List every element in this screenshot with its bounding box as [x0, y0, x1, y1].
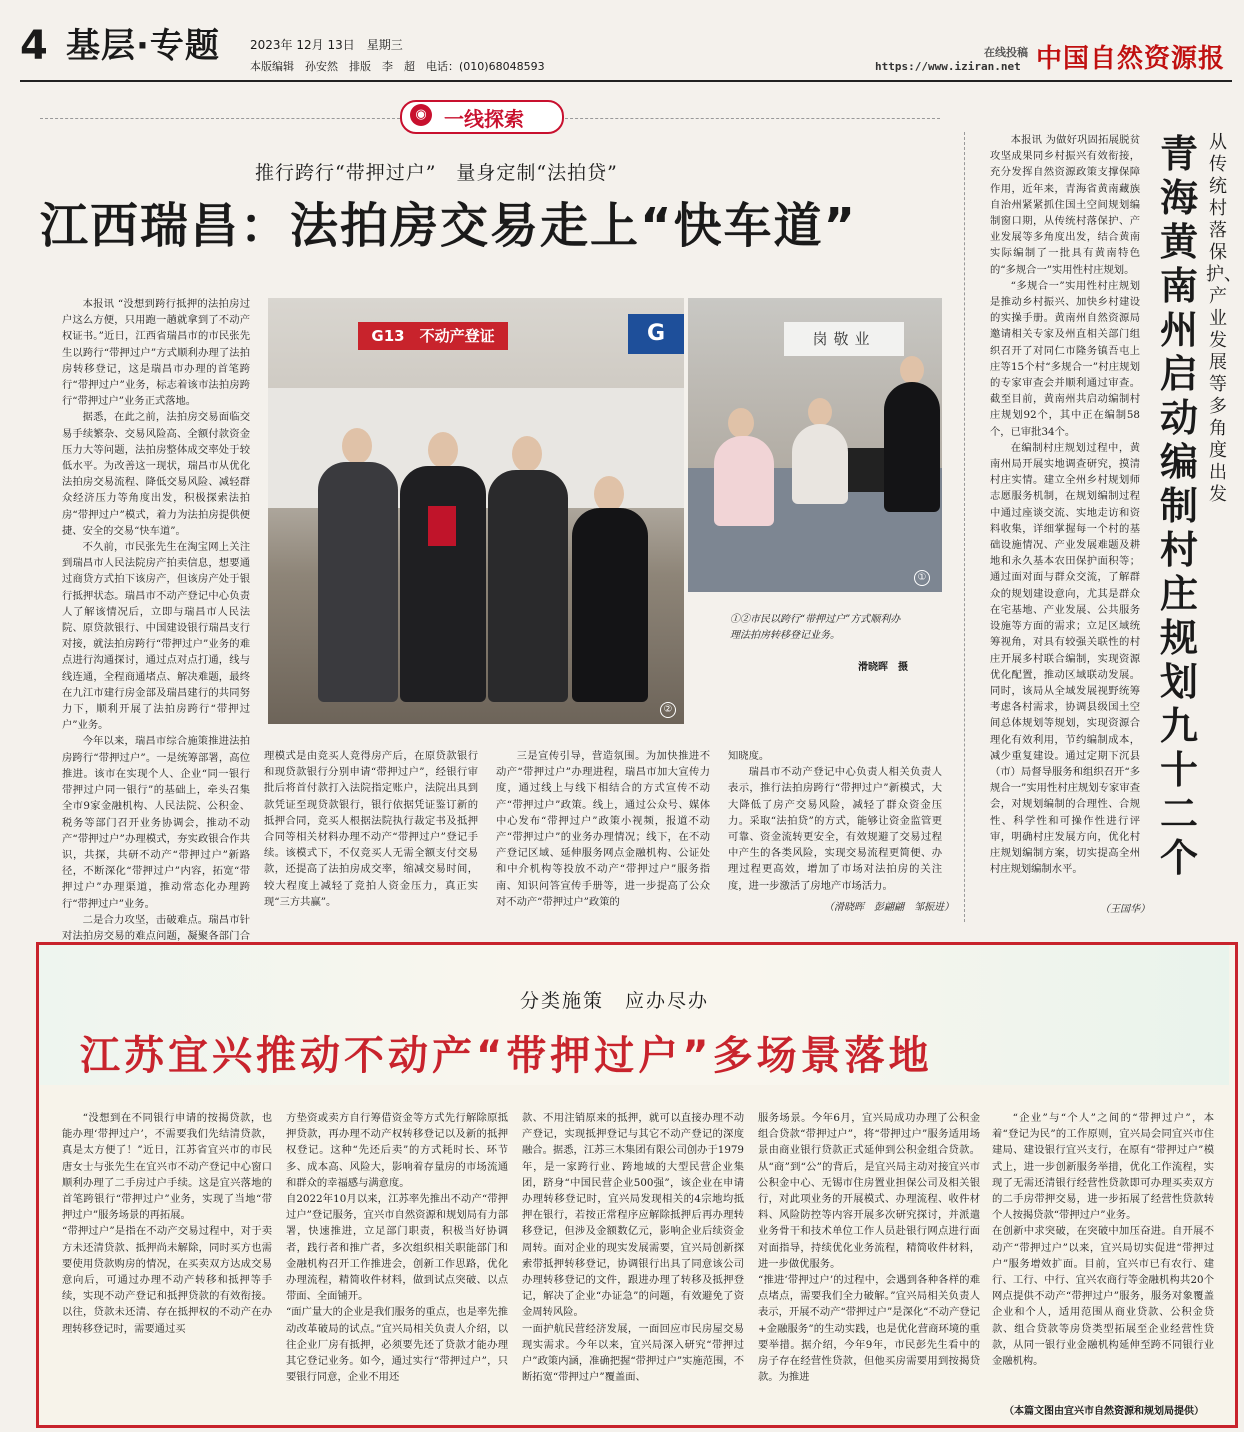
person-figure	[400, 466, 486, 702]
paragraph: 今年以来，瑞昌市综合施策推进法拍房跨行“带押过户”。一是统筹部署，高位推进。该市在实现个人、企业“同一银行带押过户同一银行”的基础上，牵头召集全市9家金融机构、人民法院、公积金、税务等部门召开业务协调会，推动不动产“带押过户”办理模式，夯实政银合作共识，共探，共研不动产“带押过户”新路径，不断深化“带押过户”内容，拓宽“带押过户”办理渠道，推动常态化办理跨行“带押过户”业务。	[62, 735, 250, 910]
side-article-headline: 青海黄南州启动编制村庄规划九十二个	[1159, 132, 1198, 880]
photo-number-1: ①	[914, 570, 930, 586]
paragraph: “企业”与“个人”之间的“带押过户”，本着“登记为民”的工作原则，宜兴局会同宜兴市住建局、建设银行宜兴支行，在原有“带押过户”模式上，进一步创新服务举措，优化工作流程，实现了无需还清银行经营性贷款即可办理买卖双方的二手房带押交易，进一步拓展了经营性贷款转个人按揭贷款“带押过户”业务。 在创新中求突破，在突破中加压奋进。自开展不动产“带押过户”以来，宜兴局切实促进“带押过户”服务增效扩面。目前，宜兴市已有农行、建行、工行、中行、宜兴农商行等金融机构共20个网点提供不动产“带押过户”服务，服务对象覆盖企业和个人，适用范围从商业贷款、公积金贷款、组合贷款等房贷类型拓展至企业经营性贷款，从同一银行业金融机构延伸至跨不同银行业金融机构。	[992, 1112, 1214, 1368]
person-head	[428, 432, 458, 468]
article1-column-1	[62, 296, 250, 942]
article1-column-2	[264, 748, 478, 918]
article2-column-2	[286, 1110, 508, 1420]
person-head	[900, 356, 924, 384]
article2-headline: 江苏宜兴推动不动产“带押过户”多场景落地	[80, 1033, 933, 1079]
counter-sign: G13 不动产登证	[358, 322, 508, 350]
photo-service-window	[688, 298, 942, 592]
column-badge	[400, 100, 560, 134]
article2-column-3	[522, 1110, 744, 1420]
article1-column-4	[728, 748, 942, 918]
article1-column-3	[496, 748, 710, 918]
section-title: 基层·专题	[66, 26, 220, 66]
masthead	[0, 0, 1244, 84]
person-figure	[572, 508, 648, 702]
side-article-subtitle: 从传统村落保护、产业发展等多角度出发	[1206, 132, 1242, 505]
paragraph: 方垫资或卖方自行筹借资金等方式先行解除原抵押贷款，再办理不动产权转移登记以及新的抵押权登记。这种“先还后卖”的方式耗时长、环节多、成本高、风险大，影响着存量房的市场流通和群众的幸福感与满意度。 自2022年10月以来，江苏率先推出不动产“带押过户”登记服务，宜兴市自然资源和规划局有力部署，快速推进，立足部门职责，积极当好协调者，践行者和推广者，多次组织相关职能部门和金融机构召开工作推进会，创新工作思路，优化办理流程，精简收件材料，做到试点突破、以点带面、全面铺开。 “面广量大的企业是我们服务的重点，也是率先推动改革破局的试点。”宜兴局相关负责人介绍，以往企业厂房有抵押，必须要先还了贷款才能办理其它登记业务。如今，通过实行“带押过户”，只要银行同意，企业不用还	[286, 1112, 508, 1384]
side-article-body	[990, 132, 1140, 912]
paragraph: 瑞昌市不动产登记中心负责人相关负责人表示，推行法拍房跨行“带押过户”新模式，大大降低了房产交易风险，减轻了群众资金压力。采取“法拍贷”的方式，能够让资金监管更可靠、资金流转更安全，有效规避了交易过程中产生的各类风险，实现交易流程更简便、办理过程更高效，增加了市场对法拍房的关注度，进一步激活了房地产市场活力。	[728, 766, 942, 892]
person-head	[342, 428, 372, 464]
person-head	[728, 408, 754, 438]
person-head	[808, 398, 832, 426]
section-rule-left	[40, 118, 400, 120]
paragraph: 理模式是由竞买人竞得房产后，在原贷款银行和现贷款银行分别申请“带押过户”，经银行审批后将首付款打入法院指定账户，法院出具到款凭证至现贷款银行，银行依据凭证鉴订新的抵押合同，竞买人根据法院执行裁定书及抵押合同等相关材料办理不动产“带押过户”登记手续。该模式下，不仅竞买人无需全额支付交易款，还提高了法拍房成交率，缩减交易时间，较大程度上减轻了竞拍人资金压力，真正实现“三方共赢”。	[264, 750, 478, 908]
column-badge-label: 一线探索	[444, 107, 524, 131]
article2-column-1	[62, 1110, 272, 1420]
article2-column-5	[992, 1110, 1214, 1404]
paragraph: 本报讯 “没想到跨行抵押的法拍房过户这么方便，只用跑一趟就拿到了不动产权证书。”近日，江西省瑞昌市的市民张先生以跨行“带押过户”方式顺利办理了法拍房转移登记，这是瑞昌市办理的首笔跨行“带押过户”业务，标志着该市法拍房跨行“带押过户”业务正式落地。	[62, 298, 250, 408]
page-number: 4	[20, 23, 48, 69]
wall-slogan: 岗敬业	[784, 322, 904, 356]
editor-credits: 本版编辑 孙安然 排版 李 超 电话：(010)68048593	[250, 60, 545, 73]
paragraph: “没想到在不同银行申请的按揭贷款，也能办理‘带押过户’，不需要我们先结清贷款，真是太方便了！”近日，江苏省宜兴市的市民唐女士与张先生在宜兴市不动产登记中心窗口顺利办理了二手房过户手续。这是宜兴落地的首笔跨银行“带押过户”业务，实现了当地“带押过户”服务场景的再拓展。 “带押过户”是指在不动产交易过程中，对于卖方未还清贷款、抵押尚未解除，同时买方也需要使用贷款购房的情况，在买卖双方达成交易意向后，可通过办理不动产转移和抵押等手续，实现不动产登记和抵押贷款的有效衔接。以往，贷款未还清、存在抵押权的不动产在办理转移登记时，需要通过买	[62, 1112, 272, 1335]
person-head	[512, 436, 542, 472]
photo-caption: ①②市民以跨行“带押过户”方式顺利办理法拍房转移登记业务。	[730, 614, 901, 641]
paragraph: 本报讯 为做好巩固拓展脱贫攻坚成果同乡村振兴有效衔接，充分发挥自然资源政策支撑保障作用，近年来，青海省黄南藏族自治州紧紧抓住国土空间规划编制窗口期，从传统村落保护、产业发展等多角度出发，结合黄南实际编制了一批具有黄南特色的“多规合一”实用性村庄规划。	[990, 134, 1140, 276]
article2-subtitle: 分类施策 应办尽办	[520, 990, 710, 1012]
article1-byline: （滑晓晖 彭翩翩 邹振进）	[824, 902, 954, 913]
paragraph: 不久前，市民张先生在淘宝网上关注到瑞昌市人民法院房产拍卖信息，想要通过商贷方式拍下该房产，但该房产处于银行抵押状态。瑞昌市不动产登记中心负责人了解该情况后，立即与瑞昌市人民法院、原贷款银行、中国建设银行瑞昌支行对接，就法拍房跨行“带押过户”业务的难点进行沟通探讨，通过点对点打通，线与线连通，全程商通堵点、解决难题，最终在九江市建行房金部及瑞昌建行的共同努力下，顺利开展了法拍房跨行“带押过户”业务。	[62, 541, 250, 732]
person-figure	[792, 424, 848, 504]
person-figure	[318, 462, 398, 702]
photo-registration-hall	[268, 298, 684, 724]
article1-subtitle: 推行跨行“带押过户” 量身定制“法拍贷”	[255, 162, 618, 184]
person-figure	[714, 436, 774, 526]
column-divider	[964, 132, 966, 922]
section-rule-right	[560, 118, 940, 120]
paragraph: 款、不用注销原来的抵押，就可以直接办理不动产登记，实现抵押登记与其它不动产登记的深度融合。据悉，江苏三木集团有限公司创办于1979年，是一家跨行业、跨地域的大型民营企业集团，跻身“中国民营企业500强”，该企业在申请办理转移登记时，宜兴局发现相关的4宗地均抵押在银行，若按正常程序应解除抵押后再办理转移登记，但涉及金额数亿元，影响企业后续资金周转。面对企业的现实发展需要，宜兴局创新探索带抵押转移登记，协调银行出具了同意该公司办理转移登记的文件，跟进办理了转移及抵押登记，解决了企业“办证急”的问题，有效避免了资金周转风险。 一面护航民营经济发展，一面回应市民房屋交易现实需求。今年以来，宜兴局深入研究“带押过户”政策内涵，准确把握“带押过户”实施范围，不断拓宽“带押过户”覆盖面、	[522, 1112, 744, 1384]
eye-icon: ◉	[410, 104, 432, 126]
submit-online-label: 在线投稿	[984, 46, 1028, 59]
side-article-byline: （王国华）	[1100, 904, 1150, 915]
masthead-rule	[20, 80, 1232, 82]
paragraph: 在编制村庄规划过程中，黄南州局开展实地调查研究，摸清村庄实情。建立全州乡村规划师志愿服务机制，在规划编制过程中通过座谈交流、实地走访和资料收集，详细掌握每一个村的基础设施情况、产业发展难题及耕地和永久基本农田保护面积等；通过面对面与群众交流，了解群众的规划建设意向，尤其是群众在宅基地、产业发展、公共服务设施等方面的需求；立足区域统筹视角，对具有较强关联性的村庄开展多村联合编制，实现资源优化配置，推动区域联动发展。同时，该局从全域发展视野统筹考虑各村需求，协调县级国土空间总体规划等规划，实现资源合理化有效利用，节约编制成本，减少重复建设。通过定期下沉县（市）局督导服务和组织召开“多规合一”实用性村庄规划专家审查会，对规划编制的合理性、合规性、科学性和可操作性进行评审，明确村庄发展方向，优化村庄规划编制方案，切实提高全州村庄规划编制水平。	[990, 441, 1140, 876]
paragraph: 据悉，在此之前，法拍房交易面临交易手续繁杂、交易风险高、全额付款资金压力大等问题，法拍房整体成交率处于较低水平。为改善这一现状，瑞昌市从优化法拍房交易流程、降低交易风险、减轻群众经济压力等角度出发，积极探索法拍房“带押过户”模式，着力为法拍房提供便捷、安全的交易“快车道”。	[62, 411, 250, 537]
paragraph: 服务场景。今年6月，宜兴局成功办理了公积金组合贷款“带押过户”，将“带押过户”服务适用场景由商业银行贷款正式延伸到公积金组合贷款。从“商”到“公”的背后，是宜兴局主动对接宜兴市公积金中心、无锡市住房置业担保公司及相关银行，对此项业务的开展模式、办理流程、收件材料、风险防控等内容开展多次研究探讨，并派遣业务骨干和技术单位工作人员赴银行网点进行面对面指导，持续优化业务流程，精简收件材料，进一步做优服务。 “推进‘带押过户’的过程中，会遇到各种各样的难点堵点，需要我们全力破解。”宜兴局相关负责人表示，开展不动产“带押过户”是深化“不动产登记+金融服务”的生动实践，也是优化营商环境的重要举措。据介绍，今年9年，市民彭先生看中的房子存在经营性贷款，但他买房需要用到按揭贷款。为推进	[758, 1112, 980, 1384]
person-head	[594, 476, 624, 512]
article2-source: （本篇文图由宜兴市自然资源和规划局提供）	[1004, 1406, 1204, 1417]
photo-credit: 滑晓晖 摄	[858, 662, 908, 673]
newspaper-logo: 中国自然资源报	[1036, 44, 1226, 74]
paragraph: 知晓度。	[728, 750, 770, 762]
article2-column-4	[758, 1110, 980, 1420]
issue-date: 2023年 12月 13日 星期三	[250, 38, 403, 52]
property-certificate	[428, 506, 456, 546]
site-url-link[interactable]: https://www.iziran.net	[875, 60, 1021, 73]
photo-number-2: ②	[660, 702, 676, 718]
guide-sign: G	[628, 314, 684, 354]
paragraph: “多规合一”实用性村庄规划是推动乡村振兴、加快乡村建设的实操手册。黄南州自然资源局邀请相关专家及州直相关部门组织召开了对同仁市隆务镇吾屯上庄等15个村“多规合一”村庄规划的专家审查会并顺利通过审查。截至目前，黄南州共启动编制村庄规划92个，其中正在编制58个，已审批34个。	[990, 279, 1140, 438]
person-figure	[488, 470, 568, 702]
paragraph: 三是宣传引导，营造氛围。为加快推进不动产“带押过户”办理进程，瑞昌市加大宣传力度，通过线上与线下相结合的方式宣传不动产“带押过户”政策。线上，通过公众号、媒体中心发布“带押过户”政策小视频，报道不动产“带押过户”的业务办理情况；线下，在不动产登记区域、延伸服务网点金融机构、公证处和中介机构等投放不动产“带押过户”服务指南、知识问答宣传手册等，进一步提高了公众对不动产“带押过户”政策的	[496, 750, 710, 908]
article1-headline: 江西瑞昌：法拍房交易走上“快车道”	[40, 198, 858, 254]
person-figure	[884, 382, 940, 512]
paragraph: 二是合力攻坚，击破难点。瑞昌市针对法拍房交易的难点问题，凝聚各部门合	[62, 913, 250, 942]
